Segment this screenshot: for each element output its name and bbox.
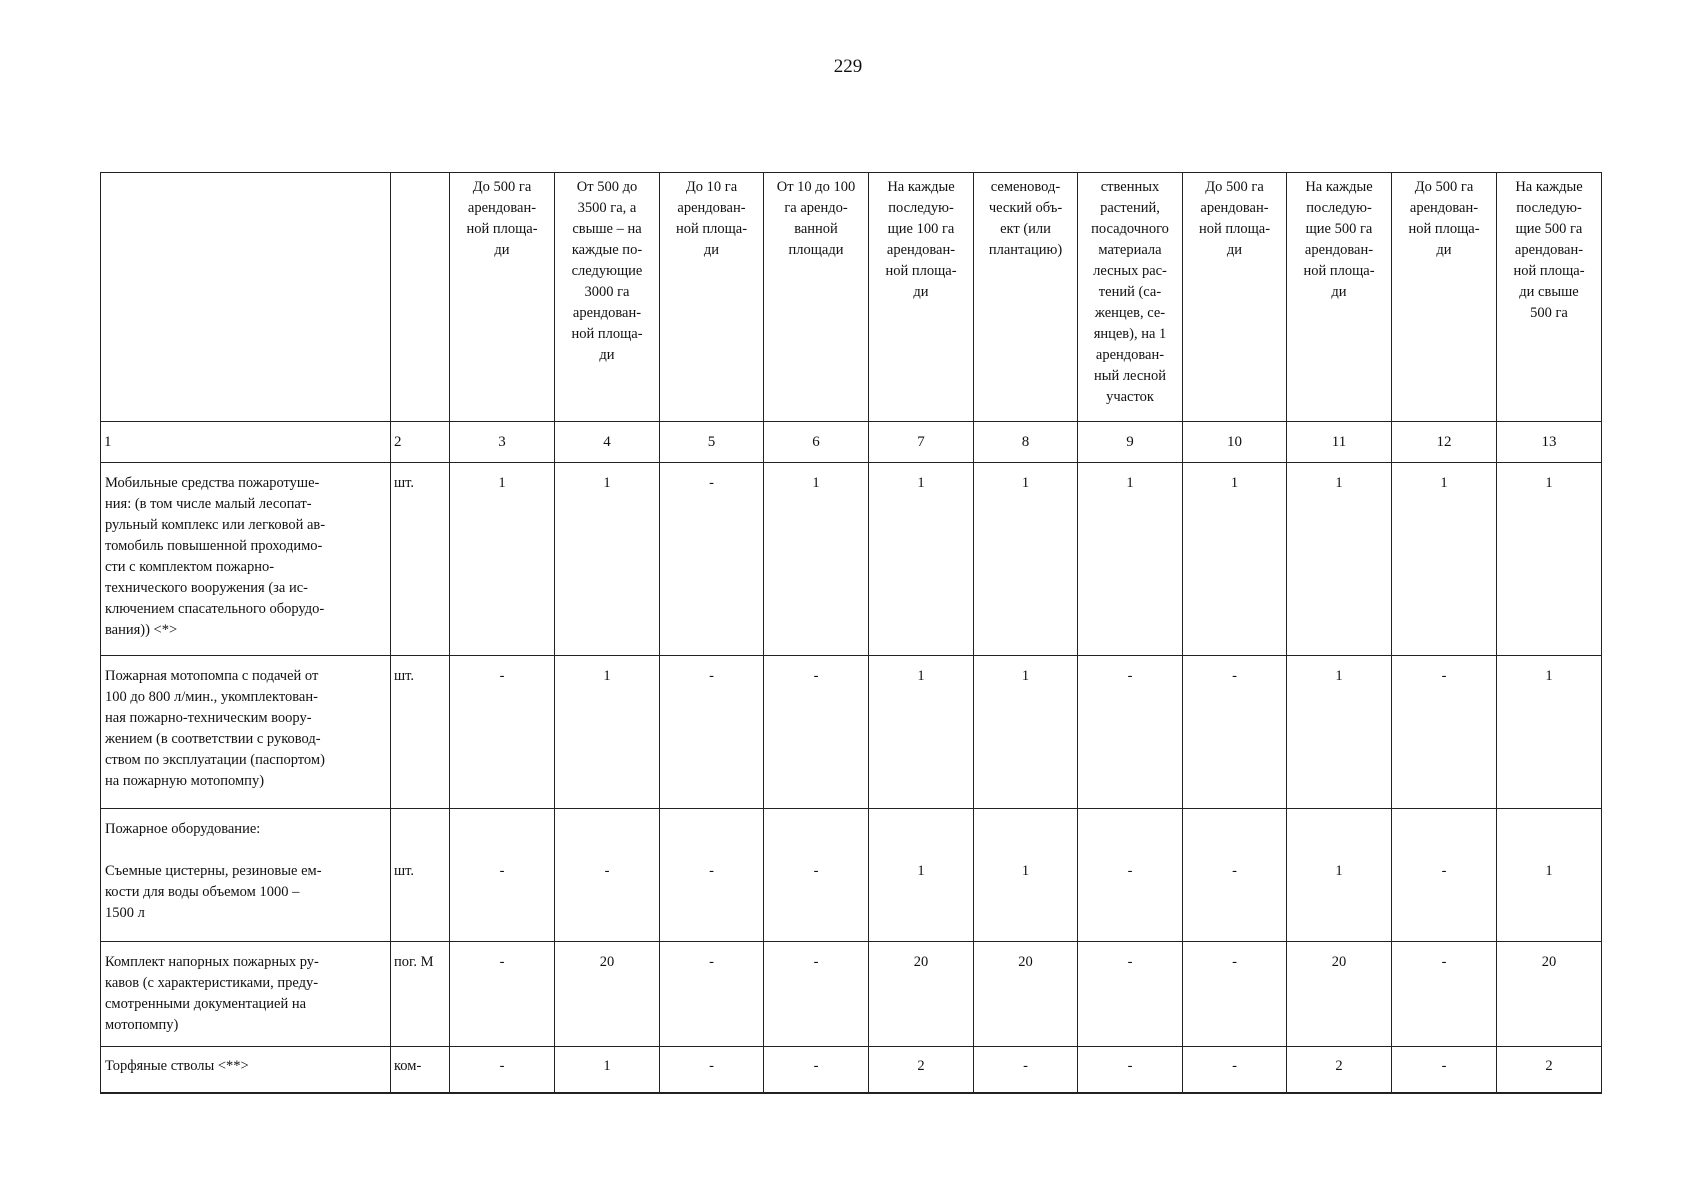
value-cell <box>450 809 555 942</box>
column-number-1: 1 <box>101 422 391 463</box>
column-number-6: 6 <box>764 422 869 463</box>
value: - <box>813 1058 819 1074</box>
value: 1 <box>1335 863 1343 879</box>
value-cell <box>1078 463 1183 656</box>
value: - <box>1232 1058 1237 1074</box>
value: 20 <box>1541 954 1557 970</box>
value: 1 <box>1545 863 1553 879</box>
value-cell <box>660 809 764 942</box>
spacer <box>1395 819 1493 861</box>
value: - <box>709 863 714 879</box>
spacer <box>1500 819 1598 861</box>
item-name-cell <box>101 942 391 1047</box>
value: 2 <box>1335 1058 1343 1074</box>
column-number-4: 4 <box>555 422 660 463</box>
value-cell <box>764 656 869 809</box>
value-cell <box>555 942 660 1047</box>
group-label: Пожарное оборудование: <box>105 821 261 837</box>
value-cell <box>764 942 869 1047</box>
value-cell <box>1183 1047 1287 1094</box>
equipment-table <box>100 172 1602 1094</box>
table-row <box>101 809 1602 942</box>
header-cell-col-2 <box>391 173 450 422</box>
value: - <box>1441 863 1447 879</box>
value-cell <box>450 942 555 1047</box>
column-number-7: 7 <box>869 422 974 463</box>
value: - <box>499 668 505 684</box>
item-name: Торфяные стволы <**> <box>105 1058 249 1074</box>
value: - <box>813 954 819 970</box>
value: 20 <box>599 954 615 970</box>
value-cell <box>1183 656 1287 809</box>
table-row <box>101 1047 1602 1094</box>
spacer <box>1290 819 1388 861</box>
header-cell-col-13: На каждые последую- щие 500 га арендован- ной площа- ди свыше 500 га <box>1497 173 1602 422</box>
value-cell <box>555 656 660 809</box>
value-cell <box>974 1047 1078 1094</box>
item-name: Комплект напорных пожарных ру- кавов (с характеристиками, преду- смотренными документацией на мотопомпу) <box>105 954 319 1033</box>
value: - <box>813 863 819 879</box>
value-cell <box>974 463 1078 656</box>
item-name: Мобильные средства пожаротуше- ния: (в том числе малый лесопат- рульный комплекс или легковой ав- томобиль повышенной проходимо- сти с комплектом пожарно- технического вооружения (за ис- ключением спасательного оборудо- вания)) <*> <box>105 475 326 638</box>
value-cell <box>1497 656 1602 809</box>
value-cell <box>1183 463 1287 656</box>
value-cell <box>1287 942 1392 1047</box>
value: - <box>1232 863 1237 879</box>
value: 1 <box>1021 668 1030 684</box>
unit-label: пог. М <box>394 954 434 970</box>
value: - <box>1232 668 1237 684</box>
value-cell <box>764 1047 869 1094</box>
value: 2 <box>917 1058 925 1074</box>
value: - <box>499 863 505 879</box>
value: 1 <box>603 1058 611 1074</box>
unit-cell <box>391 1047 450 1094</box>
header-cell-col-7: На каждые последую- щие 100 га арендован- ной площа- ди <box>869 173 974 422</box>
header-cell-col-5: До 10 га арендован- ной площа- ди <box>660 173 764 422</box>
value-cell <box>869 656 974 809</box>
column-number-3: 3 <box>450 422 555 463</box>
value-cell <box>764 463 869 656</box>
item-name: Пожарная мотопомпа с подачей от 100 до 800 л/мин., укомплектован- ная пожарно-техническим воору- жением (в соответствии с руковод- ством по эксплуатации (паспортом) на пожарную мотопомпу) <box>105 668 325 789</box>
column-number-2: 2 <box>391 422 450 463</box>
column-number-10: 10 <box>1183 422 1287 463</box>
value: - <box>1441 1058 1447 1074</box>
value: 2 <box>1545 1058 1553 1074</box>
value: - <box>1441 954 1447 970</box>
value: 1 <box>1230 475 1239 491</box>
value: 1 <box>812 475 820 491</box>
spacer <box>1186 819 1283 861</box>
value-cell <box>450 463 555 656</box>
value-cell <box>764 809 869 942</box>
value: - <box>1441 668 1447 684</box>
spacer <box>105 840 387 861</box>
unit-cell <box>391 463 450 656</box>
item-name-cell <box>101 656 391 809</box>
value: - <box>1127 668 1133 684</box>
value-cell <box>974 656 1078 809</box>
value-cell <box>450 656 555 809</box>
value-cell <box>1183 942 1287 1047</box>
spacer <box>453 819 551 861</box>
value: 1 <box>498 475 506 491</box>
value: 1 <box>1021 863 1030 879</box>
table-row <box>101 463 1602 656</box>
value-cell <box>555 1047 660 1094</box>
value-cell <box>974 809 1078 942</box>
value: 1 <box>1335 475 1343 491</box>
value: 1 <box>1545 475 1553 491</box>
column-number-13: 13 <box>1497 422 1602 463</box>
column-number-12: 12 <box>1392 422 1497 463</box>
value-cell <box>1078 1047 1183 1094</box>
table-row <box>101 656 1602 809</box>
header-cell-col-9: ственных растений, посадочного материала лесных рас- тений (са- женцев, се- янцев), на 1 арендован- ный лесной участок <box>1078 173 1183 422</box>
value-cell <box>1287 463 1392 656</box>
header-cell-col-1 <box>101 173 391 422</box>
header-cell-col-6: От 10 до 100 га арендо- ванной площади <box>764 173 869 422</box>
value: 1 <box>917 668 925 684</box>
value-cell <box>450 1047 555 1094</box>
column-number-11: 11 <box>1287 422 1392 463</box>
value-cell <box>1287 809 1392 942</box>
value-cell <box>974 942 1078 1047</box>
unit-label: шт. <box>394 668 415 684</box>
value-cell <box>869 463 974 656</box>
column-number-9: 9 <box>1078 422 1183 463</box>
value-cell <box>660 1047 764 1094</box>
header-cell-col-11: На каждые последую- щие 500 га арендован- ной площа- ди <box>1287 173 1392 422</box>
value: - <box>813 668 819 684</box>
header-cell-col-3: До 500 га арендован- ной площа- ди <box>450 173 555 422</box>
spacer <box>977 819 1074 861</box>
value-cell <box>869 809 974 942</box>
unit-label: ком- <box>394 1058 422 1074</box>
header-row <box>101 173 1602 422</box>
value: - <box>709 668 714 684</box>
value: 1 <box>1440 475 1448 491</box>
header-cell-col-12: До 500 га арендован- ной площа- ди <box>1392 173 1497 422</box>
spacer <box>394 819 446 861</box>
unit-label: шт. <box>394 475 415 491</box>
value-cell <box>1497 463 1602 656</box>
column-number-8: 8 <box>974 422 1078 463</box>
unit-cell <box>391 809 450 942</box>
value-cell <box>555 809 660 942</box>
table-row <box>101 942 1602 1047</box>
unit-cell <box>391 656 450 809</box>
item-name-cell <box>101 1047 391 1094</box>
value-cell <box>1287 1047 1392 1094</box>
value-cell <box>1183 809 1287 942</box>
value: - <box>499 1058 505 1074</box>
value-cell <box>1497 942 1602 1047</box>
value-cell <box>1392 809 1497 942</box>
value: - <box>709 954 714 970</box>
value: - <box>604 863 610 879</box>
unit-label: шт. <box>394 863 415 879</box>
value-cell <box>1392 942 1497 1047</box>
spacer <box>1081 819 1179 861</box>
value: - <box>1127 1058 1133 1074</box>
value: - <box>709 1058 714 1074</box>
value-cell <box>1392 1047 1497 1094</box>
value-cell <box>1392 656 1497 809</box>
spacer <box>872 819 970 861</box>
value-cell <box>1497 1047 1602 1094</box>
value: - <box>1232 954 1237 970</box>
value: 1 <box>1021 475 1030 491</box>
column-number-5: 5 <box>660 422 764 463</box>
spacer <box>558 819 656 861</box>
header-cell-col-4: От 500 до 3500 га, а свыше – на каждые по- следующие 3000 га арендован- ной площа- ди <box>555 173 660 422</box>
column-number-row <box>101 422 1602 463</box>
value-cell <box>1078 809 1183 942</box>
spacer <box>663 819 760 861</box>
value: - <box>709 475 714 491</box>
item-name-cell <box>101 463 391 656</box>
value-cell <box>869 942 974 1047</box>
value-cell <box>869 1047 974 1094</box>
value-cell <box>1078 942 1183 1047</box>
spacer <box>767 819 865 861</box>
page-number: 229 <box>833 56 863 77</box>
header-cell-col-8: семеновод- ческий объ- ект (или плантацию) <box>974 173 1078 422</box>
value: 1 <box>603 475 611 491</box>
value: 1 <box>1335 668 1343 684</box>
value: - <box>499 954 505 970</box>
value-cell <box>660 656 764 809</box>
value: 1 <box>1126 475 1134 491</box>
value: - <box>1023 1058 1028 1074</box>
header-cell-col-10: До 500 га арендован- ной площа- ди <box>1183 173 1287 422</box>
value: 20 <box>1018 954 1033 970</box>
item-name-cell <box>101 809 391 942</box>
value: 1 <box>1545 668 1553 684</box>
value-cell <box>1497 809 1602 942</box>
value: 1 <box>603 668 611 684</box>
item-name: Съемные цистерны, резиновые ем- кости для воды объемом 1000 – 1500 л <box>105 863 322 921</box>
value: - <box>1127 863 1133 879</box>
value-cell <box>660 463 764 656</box>
value: 1 <box>917 863 925 879</box>
value-cell <box>1078 656 1183 809</box>
value-cell <box>1392 463 1497 656</box>
value: 20 <box>913 954 929 970</box>
value: 1 <box>917 475 925 491</box>
value: - <box>1127 954 1133 970</box>
value: 20 <box>1331 954 1347 970</box>
value-cell <box>555 463 660 656</box>
value-cell <box>1287 656 1392 809</box>
unit-cell <box>391 942 450 1047</box>
value-cell <box>660 942 764 1047</box>
